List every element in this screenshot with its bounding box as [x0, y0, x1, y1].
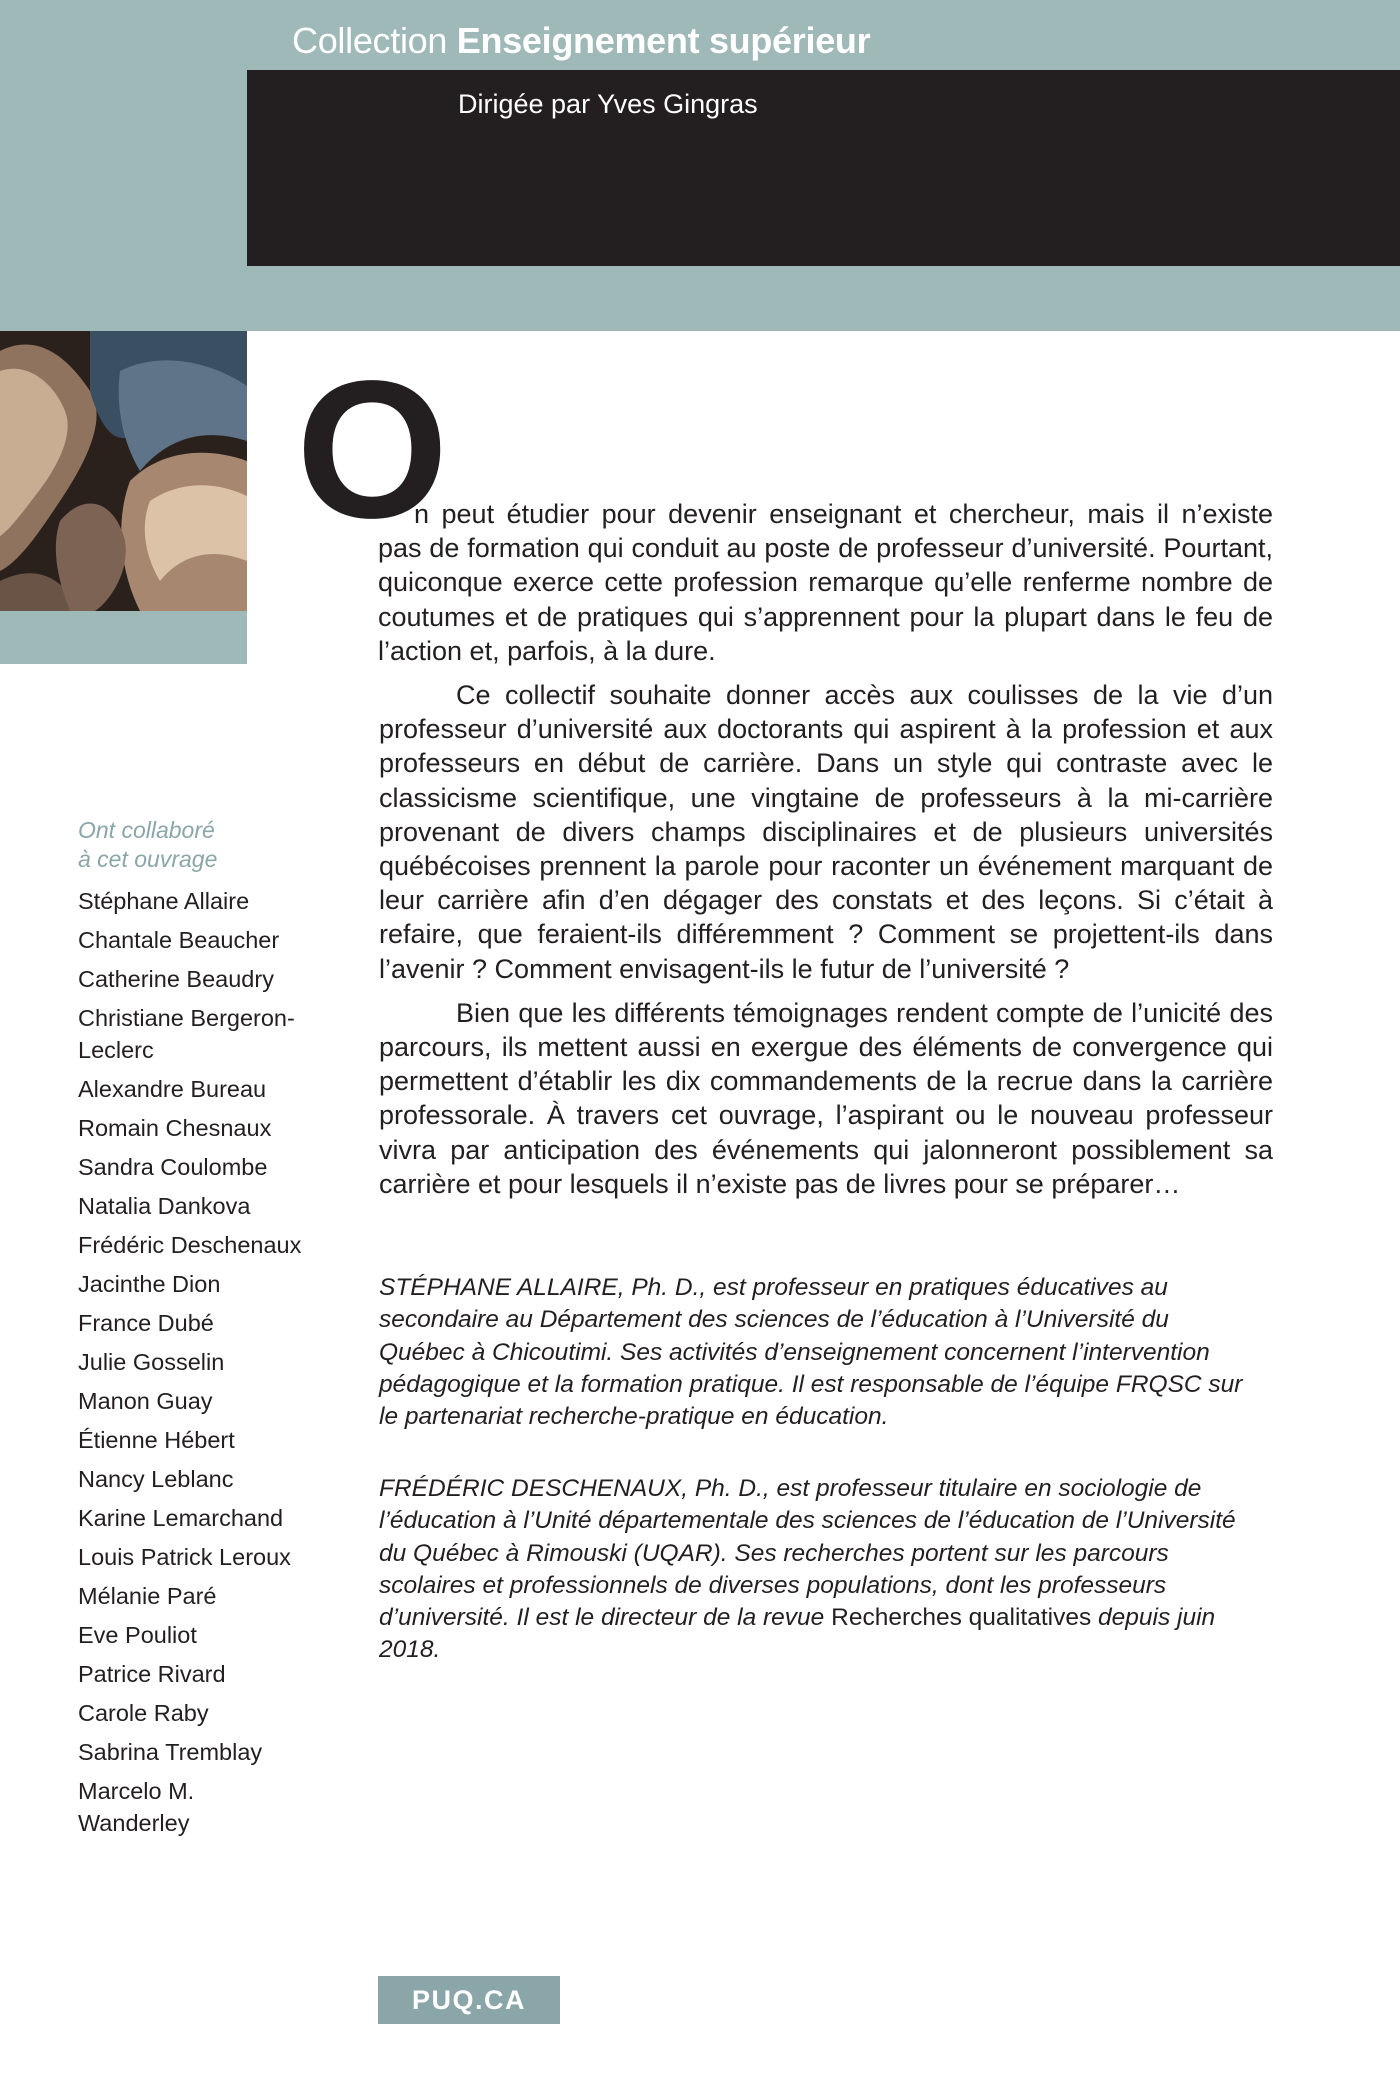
collaborators-heading	[78, 816, 258, 874]
collaborators-list	[78, 885, 303, 1846]
dark-header-panel	[247, 70, 1400, 266]
collaborator-name: Patrice Rivard	[78, 1661, 226, 1687]
drop-cap: O	[296, 340, 445, 559]
collaborator-name: Eve Pouliot	[78, 1622, 197, 1648]
cover-photo-art	[0, 331, 247, 611]
left-teal-block	[0, 0, 247, 331]
collaborator-name: Louis Patrick Leroux	[78, 1544, 291, 1570]
collaborator-name: Nancy Leblanc	[78, 1466, 234, 1492]
collaborator-name: Jacinthe Dion	[78, 1271, 221, 1297]
body-paragraph-2: Ce collectif souhaite donner accès aux coulisses de la vie d’un professeur d’université aux doctorants qui aspirent à la profession et aux professeurs en début de carrière. Dans un style qui contraste avec le classicisme scientifique, une vingtaine de professeurs à la mi-carrière provenant de divers champs disciplinaires et de plusieurs universités québécoises prennent la parole pour raconter un événement marquant de leur carrière afin d’en dégager des constats et des leçons. Si c’était à refaire, que feraient-ils différemment ? Comment se projettent-ils dans l’avenir ? Comment envisagent-ils le futur de l’université ?	[379, 680, 1273, 984]
left-teal-strip	[0, 611, 247, 664]
bio2-journal-title: Recherches qualitatives	[831, 1604, 1092, 1632]
director-line: Dirigée par Yves Gingras	[458, 89, 758, 119]
bio2-text-end: depuis juin 2018.	[379, 1604, 1216, 1664]
body-text	[379, 497, 1273, 1211]
collaborator-name: Natalia Dankova	[78, 1193, 251, 1219]
collaborator-name: Frédéric Deschenaux	[78, 1232, 302, 1258]
collaborator-name: Alexandre Bureau	[78, 1076, 267, 1102]
body-paragraph-1: n peut étudier pour devenir enseignant et chercheur, mais il n’existe pas de formation qui conduit au poste de professeur d’université. Pourtant, quiconque exerce cette profession remarque qu’elle renferme nombre de coutumes et de pratiques qui s’apprennent pour la plupart dans le feu de l’action et, parfois, à la dure.	[378, 499, 1273, 666]
collaborators-heading-line1: Ont collaboré	[78, 817, 215, 843]
collaborator-name: Carole Raby	[78, 1700, 209, 1726]
collaborator-name: Sabrina Tremblay	[78, 1739, 263, 1765]
collaborator-name: France Dubé	[78, 1310, 214, 1336]
collaborator-name: Stéphane Allaire	[78, 888, 250, 914]
collaborators-heading-line2: à cet ouvrage	[78, 846, 218, 872]
collaborator-name: Christiane Bergeron-Leclerc	[78, 1005, 295, 1063]
author-bio-allaire: STÉPHANE ALLAIRE, Ph. D., est professeur en pratiques éducatives au secondaire au Département des sciences de l’éducation à l’Université du Québec à Chicoutimi. Ses activités d’enseignement concernent l’intervention pédagogique et la formation pratique. Il est responsable de l’équipe FRQSC sur le partenariat recherche-pratique en éducation.	[379, 1274, 1243, 1431]
collaborator-name: Marcelo M. Wanderley	[78, 1778, 195, 1836]
collaborator-name: Manon Guay	[78, 1388, 213, 1414]
collaborator-name: Sandra Coulombe	[78, 1154, 268, 1180]
collaborator-name: Chantale Beaucher	[78, 927, 280, 953]
bio2-text-start: FRÉDÉRIC DESCHENAUX, Ph. D., est professeur titulaire en sociologie de l’éducation à l’Unité départementale des sciences de l’éducation de l’Université du Québec à Rimouski (UQAR). Ses recherches portent sur les parcours scolaires et professionnels de diverses populations, dont les professeurs d’université. Il est le directeur de la revue	[379, 1475, 1236, 1632]
body-paragraph-3: Bien que les différents témoignages rendent compte de l’unicité des parcours, ils mettent aussi en exergue des éléments de convergence qui permettent d’établir les dix commandements de la recrue dans la carrière professorale. À travers cet ouvrage, l’aspirant ou le nouveau professeur vivra par anticipation des événements qui jalonneront possiblement sa carrière et pour lesquels il n’existe pas de livres pour se préparer…	[379, 997, 1273, 1199]
publisher-badge[interactable]: PUQ.CA	[378, 1976, 560, 2024]
collection-title	[292, 18, 870, 64]
cover-photo	[0, 331, 247, 611]
mid-teal-band	[247, 266, 1400, 331]
collection-name: Enseignement supérieur	[456, 20, 871, 61]
collection-prefix: Collection	[292, 20, 448, 61]
collaborator-name: Julie Gosselin	[78, 1349, 225, 1375]
collaborator-name: Étienne Hébert	[78, 1427, 235, 1453]
author-bio-deschenaux	[379, 1473, 1259, 1667]
collaborator-name: Karine Lemarchand	[78, 1505, 284, 1531]
collaborator-name: Mélanie Paré	[78, 1583, 217, 1609]
collaborator-name: Romain Chesnaux	[78, 1115, 272, 1141]
collaborator-name: Catherine Beaudry	[78, 966, 274, 992]
